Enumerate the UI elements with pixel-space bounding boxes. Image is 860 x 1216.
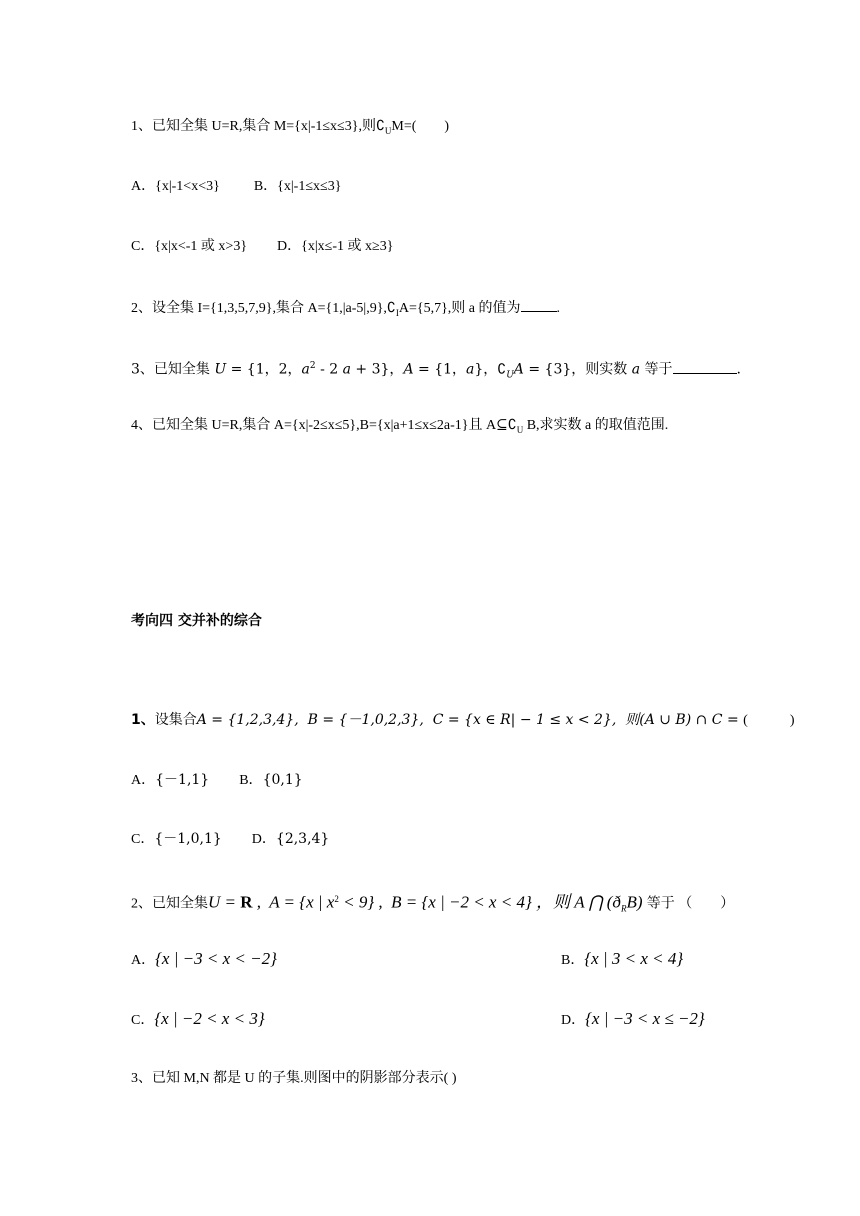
s2-q2-option-d: {x | −3 < x ≤ −2} [585, 1009, 705, 1028]
s2-q2-option-b: {x | 3 < x < 4} [584, 949, 684, 968]
q1-option-d: D．{x|x≤-1 或 x≥3} [277, 239, 394, 254]
s2-q2-options-cd: C．{x | −2 < x < 3} D．{x | −3 < x ≤ −2} [131, 1009, 705, 1028]
s2-q3-stem: 3、已知 M,N 都是 U 的子集.则图中的阴影部分表示( ) [131, 1071, 457, 1086]
q3-stem: 3、已知全集 U = {1，2，$a^2 - 2$ a + 3}，A = {1，a}，$∁_UA = \{3\}$，则实数 a 等于 . [131, 361, 741, 381]
s2-q2-option-a: {x | −3 < x < −2} [155, 949, 277, 968]
q4-stem: 4、已知全集 U=R,集合 A={x|-2≤x≤5},B={x|a+1≤x≤2a-1}且 $A⊆∁_U$ B,求实数 a 的取值范围. [131, 418, 669, 435]
s2-q1-option-b: {0,1} [262, 772, 303, 788]
q1-options-ab [131, 178, 341, 196]
s2-q1-option-d: {2,3,4} [275, 831, 330, 847]
s2-q2-stem: 2、已知全集U = R , A = {x | $x^2 < 9$} , B = {x | −2 < x < 4} ，则 A ⋂ $(ð_RB)$ 等于 （ ） [131, 892, 735, 914]
s2-q1-option-c: {－1,0,1} [154, 831, 222, 847]
answer-blank[interactable] [673, 360, 737, 374]
s2-q2-option-c: {x | −2 < x < 3} [154, 1009, 265, 1028]
q1-stem: 1、已知全集 U=R,集合 M={x|-1≤x≤3},则$∁_UM=$( ) [131, 119, 450, 136]
s2-q1-options-ab: A．{－1,1} B．{0,1} [131, 772, 303, 788]
q1-options-cd [131, 238, 393, 256]
s2-q2-options-ab: A．{x | −3 < x < −2} B．{x | 3 < x < 4} [131, 949, 684, 968]
s2-q1-options-cd: C．{－1,0,1} D．{2,3,4} [131, 831, 330, 847]
answer-blank[interactable] [521, 298, 557, 312]
q1-option-b: B．{x|-1≤x≤3} [253, 179, 342, 194]
section-heading: 考向四 交并补的综合 [131, 613, 262, 629]
q1-option-a: A．{x|-1<x<3} [131, 179, 220, 194]
s2-q1-stem: 1、设集合A = {1,2,3,4}, B = {－1,0,2,3}, C = {x ∈ R| − 1 ≤ x < 2}, 则(A ∪ B) ∩ C = ( ) [131, 712, 795, 728]
q1-option-c: C．{x|x<-1 或 x>3} [131, 239, 248, 254]
q2-stem: 2、设全集 I={1,3,5,7,9},集合 $A=\{1,|a-5|,9\},∁_IA=\{5,7\}$,则 a 的值为 . [131, 298, 560, 322]
s2-q1-option-a: {－1,1} [155, 772, 210, 788]
